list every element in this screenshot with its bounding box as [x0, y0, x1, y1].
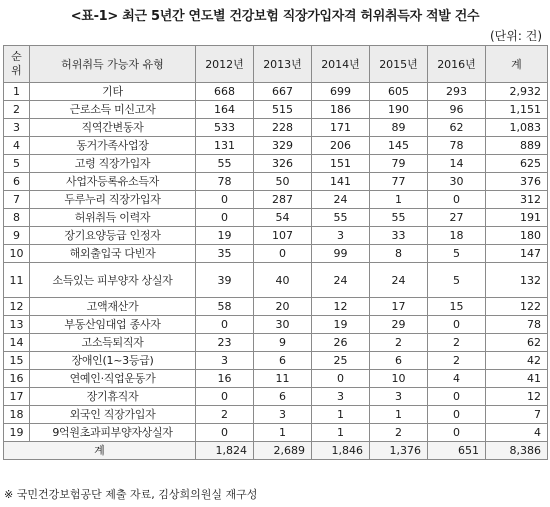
value-cell-2015: 79 [370, 155, 428, 173]
value-cell-2014: 24 [312, 191, 370, 209]
table-row [4, 119, 548, 137]
rank-cell: 3 [4, 119, 30, 137]
rank-cell: 5 [4, 155, 30, 173]
value-cell-2016: 62 [428, 119, 486, 137]
type-cell: 허위취득 이력자 [30, 209, 196, 227]
value-cell-2012: 0 [196, 424, 254, 442]
table-title: <표-1> 최근 5년간 연도별 건강보험 직장가입자격 허위취득자 적발 건수 [70, 9, 480, 24]
total-2013: 2,689 [254, 442, 312, 460]
rank-cell: 1 [4, 83, 30, 101]
type-cell: 직역간변동자 [30, 119, 196, 137]
value-cell-2015: 2 [370, 424, 428, 442]
type-cell: 외국인 직장가입자 [30, 406, 196, 424]
table-row [4, 191, 548, 209]
header-2013: 2013년 [254, 46, 312, 83]
table-row [4, 316, 548, 334]
value-cell-2014: 25 [312, 352, 370, 370]
value-cell-total: 42 [486, 352, 548, 370]
value-cell-2012: 2 [196, 406, 254, 424]
header-2016: 2016년 [428, 46, 486, 83]
value-cell-2012: 3 [196, 352, 254, 370]
rank-cell: 10 [4, 245, 30, 263]
table-row [4, 101, 548, 119]
value-cell-2014: 171 [312, 119, 370, 137]
value-cell-total: 889 [486, 137, 548, 155]
value-cell-2014: 141 [312, 173, 370, 191]
value-cell-2012: 58 [196, 298, 254, 316]
value-cell-total: 122 [486, 298, 548, 316]
value-cell-2013: 329 [254, 137, 312, 155]
header-2012: 2012년 [196, 46, 254, 83]
value-cell-2015: 29 [370, 316, 428, 334]
type-cell: 동거가족사업장 [30, 137, 196, 155]
value-cell-2015: 3 [370, 388, 428, 406]
table-row [4, 370, 548, 388]
value-cell-2015: 605 [370, 83, 428, 101]
value-cell-total: 625 [486, 155, 548, 173]
value-cell-2013: 228 [254, 119, 312, 137]
rank-cell: 6 [4, 173, 30, 191]
value-cell-2014: 1 [312, 406, 370, 424]
value-cell-2012: 131 [196, 137, 254, 155]
table-row [4, 424, 548, 442]
type-cell: 장기요양등급 인정자 [30, 227, 196, 245]
total-2016: 651 [428, 442, 486, 460]
table-row [4, 298, 548, 316]
value-cell-2015: 1 [370, 191, 428, 209]
rank-cell: 8 [4, 209, 30, 227]
value-cell-2016: 0 [428, 316, 486, 334]
header-2014: 2014년 [312, 46, 370, 83]
value-cell-total: 312 [486, 191, 548, 209]
value-cell-2016: 2 [428, 334, 486, 352]
value-cell-2015: 89 [370, 119, 428, 137]
value-cell-2014: 206 [312, 137, 370, 155]
header-row [4, 46, 548, 83]
value-cell-2015: 17 [370, 298, 428, 316]
value-cell-2014: 55 [312, 209, 370, 227]
value-cell-2015: 6 [370, 352, 428, 370]
rank-cell: 9 [4, 227, 30, 245]
type-cell: 해외출입국 다빈자 [30, 245, 196, 263]
value-cell-total: 12 [486, 388, 548, 406]
value-cell-2012: 35 [196, 245, 254, 263]
value-cell-2014: 26 [312, 334, 370, 352]
value-cell-2016: 5 [428, 263, 486, 298]
value-cell-2016: 78 [428, 137, 486, 155]
header-2015: 2015년 [370, 46, 428, 83]
value-cell-2014: 1 [312, 424, 370, 442]
value-cell-2014: 24 [312, 263, 370, 298]
value-cell-2016: 14 [428, 155, 486, 173]
value-cell-2014: 699 [312, 83, 370, 101]
value-cell-2016: 293 [428, 83, 486, 101]
table-row [4, 83, 548, 101]
table-row [4, 245, 548, 263]
value-cell-2014: 19 [312, 316, 370, 334]
value-cell-2013: 50 [254, 173, 312, 191]
type-cell: 장애인(1~3등급) [30, 352, 196, 370]
value-cell-2013: 54 [254, 209, 312, 227]
rank-cell: 7 [4, 191, 30, 209]
data-table [3, 45, 548, 460]
header-type: 허위취득 가능자 유형 [30, 46, 196, 83]
value-cell-2015: 145 [370, 137, 428, 155]
value-cell-2015: 8 [370, 245, 428, 263]
type-cell: 장기휴직자 [30, 388, 196, 406]
value-cell-total: 147 [486, 245, 548, 263]
table-row [4, 388, 548, 406]
value-cell-total: 41 [486, 370, 548, 388]
table-row [4, 263, 548, 298]
value-cell-2013: 667 [254, 83, 312, 101]
value-cell-total: 78 [486, 316, 548, 334]
value-cell-total: 62 [486, 334, 548, 352]
value-cell-2013: 20 [254, 298, 312, 316]
value-cell-2014: 151 [312, 155, 370, 173]
value-cell-2012: 533 [196, 119, 254, 137]
value-cell-2013: 9 [254, 334, 312, 352]
value-cell-2013: 3 [254, 406, 312, 424]
rank-cell: 16 [4, 370, 30, 388]
header-total: 계 [486, 46, 548, 83]
total-2012: 1,824 [196, 442, 254, 460]
value-cell-2012: 19 [196, 227, 254, 245]
rank-cell: 12 [4, 298, 30, 316]
rank-cell: 4 [4, 137, 30, 155]
value-cell-2015: 24 [370, 263, 428, 298]
value-cell-2016: 15 [428, 298, 486, 316]
value-cell-2016: 0 [428, 191, 486, 209]
rank-cell: 13 [4, 316, 30, 334]
table-row [4, 155, 548, 173]
value-cell-2013: 6 [254, 388, 312, 406]
type-cell: 고소득퇴직자 [30, 334, 196, 352]
value-cell-2015: 190 [370, 101, 428, 119]
value-cell-total: 1,083 [486, 119, 548, 137]
table-body [4, 83, 548, 442]
value-cell-2014: 0 [312, 370, 370, 388]
table-row [4, 352, 548, 370]
value-cell-2013: 515 [254, 101, 312, 119]
value-cell-total: 4 [486, 424, 548, 442]
rank-cell: 18 [4, 406, 30, 424]
value-cell-total: 2,932 [486, 83, 548, 101]
total-row [4, 442, 548, 460]
value-cell-2016: 30 [428, 173, 486, 191]
value-cell-2016: 0 [428, 388, 486, 406]
source-note: ※ 국민건강보험공단 제출 자료, 김상희의원실 재구성 [4, 488, 258, 501]
value-cell-2015: 77 [370, 173, 428, 191]
value-cell-2016: 4 [428, 370, 486, 388]
total-2015: 1,376 [370, 442, 428, 460]
type-cell: 기타 [30, 83, 196, 101]
rank-cell: 15 [4, 352, 30, 370]
value-cell-2015: 1 [370, 406, 428, 424]
type-cell: 사업자등록유소득자 [30, 173, 196, 191]
value-cell-2013: 326 [254, 155, 312, 173]
value-cell-2013: 6 [254, 352, 312, 370]
value-cell-2014: 3 [312, 227, 370, 245]
value-cell-total: 1,151 [486, 101, 548, 119]
value-cell-2012: 39 [196, 263, 254, 298]
value-cell-2012: 0 [196, 209, 254, 227]
value-cell-2013: 287 [254, 191, 312, 209]
table-row [4, 406, 548, 424]
total-2014: 1,846 [312, 442, 370, 460]
rank-cell: 17 [4, 388, 30, 406]
value-cell-2016: 27 [428, 209, 486, 227]
value-cell-2016: 18 [428, 227, 486, 245]
table-row [4, 173, 548, 191]
table-row [4, 209, 548, 227]
type-cell: 소득있는 피부양자 상실자 [30, 263, 196, 298]
value-cell-2012: 16 [196, 370, 254, 388]
value-cell-total: 376 [486, 173, 548, 191]
rank-cell: 14 [4, 334, 30, 352]
type-cell: 두루누리 직장가입자 [30, 191, 196, 209]
total-sum: 8,386 [486, 442, 548, 460]
value-cell-2014: 186 [312, 101, 370, 119]
value-cell-total: 7 [486, 406, 548, 424]
header-rank: 순위 [4, 46, 30, 83]
value-cell-2014: 3 [312, 388, 370, 406]
rank-cell: 11 [4, 263, 30, 298]
value-cell-2016: 96 [428, 101, 486, 119]
unit-label: (단위: 건) [490, 29, 542, 43]
table-row [4, 334, 548, 352]
value-cell-2012: 164 [196, 101, 254, 119]
value-cell-total: 180 [486, 227, 548, 245]
value-cell-2012: 0 [196, 388, 254, 406]
value-cell-2012: 0 [196, 316, 254, 334]
value-cell-2016: 2 [428, 352, 486, 370]
type-cell: 고액재산가 [30, 298, 196, 316]
value-cell-2012: 23 [196, 334, 254, 352]
value-cell-2015: 10 [370, 370, 428, 388]
value-cell-2012: 78 [196, 173, 254, 191]
value-cell-2012: 668 [196, 83, 254, 101]
value-cell-2012: 55 [196, 155, 254, 173]
value-cell-2013: 0 [254, 245, 312, 263]
value-cell-2016: 0 [428, 424, 486, 442]
value-cell-2013: 1 [254, 424, 312, 442]
type-cell: 부동산임대업 종사자 [30, 316, 196, 334]
rank-cell: 19 [4, 424, 30, 442]
value-cell-2015: 55 [370, 209, 428, 227]
value-cell-2013: 11 [254, 370, 312, 388]
rank-cell: 2 [4, 101, 30, 119]
value-cell-2014: 12 [312, 298, 370, 316]
table-row [4, 227, 548, 245]
table-row [4, 137, 548, 155]
value-cell-2013: 40 [254, 263, 312, 298]
value-cell-2012: 0 [196, 191, 254, 209]
total-label: 계 [4, 442, 196, 460]
value-cell-total: 132 [486, 263, 548, 298]
value-cell-2013: 30 [254, 316, 312, 334]
value-cell-2015: 2 [370, 334, 428, 352]
type-cell: 근로소득 미신고자 [30, 101, 196, 119]
value-cell-2016: 0 [428, 406, 486, 424]
value-cell-2013: 107 [254, 227, 312, 245]
type-cell: 고령 직장가입자 [30, 155, 196, 173]
value-cell-total: 191 [486, 209, 548, 227]
type-cell: 9억원초과피부양자상실자 [30, 424, 196, 442]
value-cell-2014: 99 [312, 245, 370, 263]
value-cell-2016: 5 [428, 245, 486, 263]
value-cell-2015: 33 [370, 227, 428, 245]
type-cell: 연예인·직업운동가 [30, 370, 196, 388]
